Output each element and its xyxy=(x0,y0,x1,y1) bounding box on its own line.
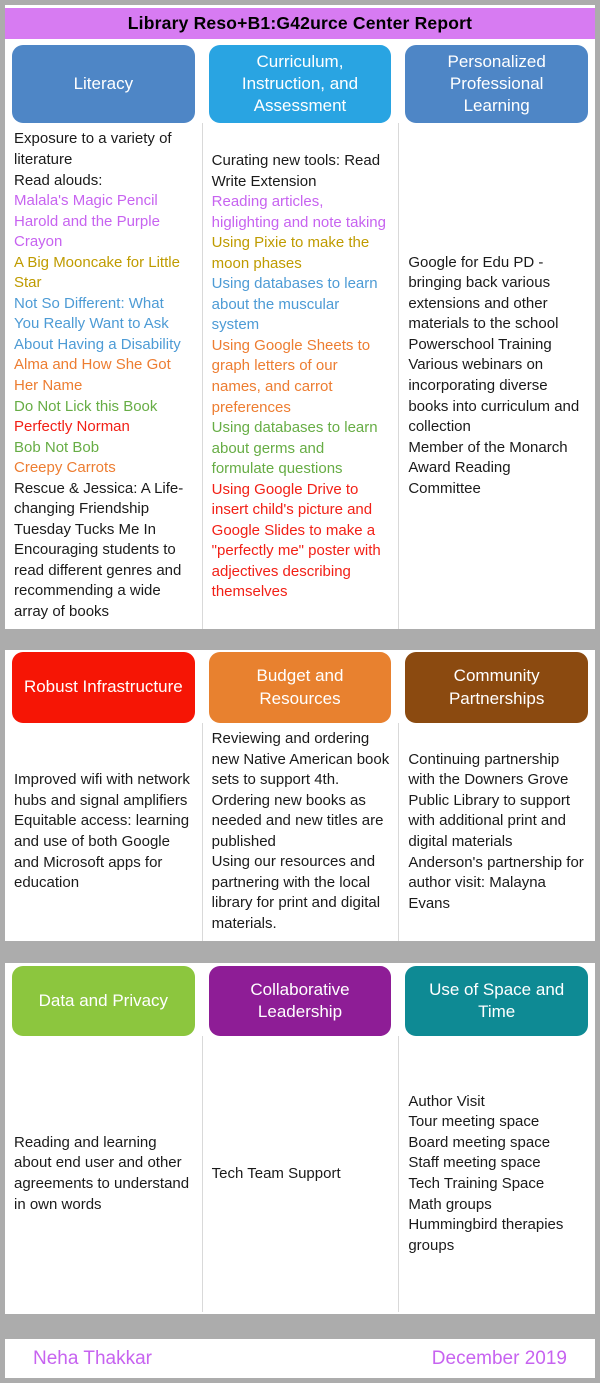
author-name: Neha Thakkar xyxy=(33,1347,152,1369)
section-1-headers xyxy=(5,45,595,123)
header-robust-infrastructure: Robust Infrastructure xyxy=(12,652,195,723)
text-line: Malala's Magic Pencil xyxy=(14,192,158,210)
header-curriculum-instruction-assessment: Curriculum, Instruction, and Assessment xyxy=(209,45,392,123)
cell-curriculum xyxy=(202,123,399,629)
text-line: Hummingbird therapies groups xyxy=(408,1216,564,1254)
text-line: Tech Training Space xyxy=(408,1175,545,1192)
report-title: Library Reso+B1:G42urce Center Report xyxy=(5,8,595,39)
text-line: Tour meeting space xyxy=(408,1113,540,1131)
header-personalized-professional-learning: Personalized Professional Learning xyxy=(405,45,588,123)
header-collaborative-leadership: Collaborative Leadership xyxy=(209,966,392,1036)
text-line: Improved wifi with network hubs and signal amplifiers xyxy=(14,771,190,809)
cell-budget-resources xyxy=(202,723,399,941)
section-divider xyxy=(5,1314,595,1339)
text-line: Member of the Monarch Award Reading Committee xyxy=(408,438,568,497)
text-line: Various webinars on incorporating diverse books into curriculum and collection xyxy=(408,356,580,436)
text-line: Curating new tools: Read Write Extension xyxy=(211,152,381,190)
text-line: Not So Different: What You Really Want to Ask About Having a Disability xyxy=(14,294,181,353)
text-line: Board meeting space xyxy=(408,1133,551,1151)
header-community-partnerships: Community Partnerships xyxy=(405,652,588,723)
text-line: Exposure to a variety of literature xyxy=(14,130,172,168)
text-line: Author Visit xyxy=(408,1092,485,1110)
text-line: Harold and the Purple Crayon xyxy=(14,212,160,251)
text-line: Staff meeting space xyxy=(408,1154,541,1172)
text-line: Using Google Sheets to graph letters of our names, and carrot preferences xyxy=(211,336,371,416)
text-line: Math groups xyxy=(408,1195,492,1213)
header-use-of-space-time: Use of Space and Time xyxy=(405,966,588,1036)
cell-community-partnerships xyxy=(398,723,595,941)
text-line: Powerschool Training xyxy=(408,335,552,353)
text-line: Reviewing and ordering new Native American book sets to support 4th. xyxy=(211,730,390,789)
text-line: Anderson's partnership for author visit: Malayna Evans xyxy=(408,853,584,912)
text-line: Using databases to learn about the muscular system xyxy=(211,275,378,334)
text-line: Equitable access: learning and use of both Google and Microsoft apps for education xyxy=(14,812,190,892)
text-line: Creepy Carrots xyxy=(14,459,116,477)
text-line: Do Not Lick this Book xyxy=(14,397,158,415)
text-line: Ordering new books as needed and new titles are published xyxy=(211,791,384,850)
cell-robust-infrastructure xyxy=(5,723,202,941)
header-budget-resources: Budget and Resources xyxy=(209,652,392,723)
text-line: Tuesday Tucks Me In xyxy=(14,520,157,538)
text-line: A Big Mooncake for Little Star xyxy=(14,253,180,292)
section-2-headers xyxy=(5,652,595,723)
text-line: Using databases to learn about germs and formulate questions xyxy=(211,419,378,478)
cell-collaborative-leadership xyxy=(202,1036,399,1312)
cell-literacy xyxy=(5,123,202,629)
cell-data-privacy xyxy=(5,1036,202,1312)
text-line: Perfectly Norman xyxy=(14,418,130,436)
report-date: December 2019 xyxy=(431,1347,567,1369)
text-line: Using Pixie to make the moon phases xyxy=(211,234,370,272)
report-footer xyxy=(5,1339,595,1378)
section-divider xyxy=(5,941,595,963)
text-line: Rescue & Jessica: A Life-changing Friendship xyxy=(14,479,184,518)
section-divider xyxy=(5,629,595,650)
text-line: Google for Edu PD - bringing back various extensions and other materials to the school xyxy=(408,253,559,333)
header-literacy: Literacy xyxy=(12,45,195,123)
text-line: Using Google Drive to insert child's picture and Google Slides to make a "perfectly me" poster with adjectives describing themselves xyxy=(211,480,381,601)
text-line: Encouraging students to read different genres and recommending a wide array of books xyxy=(14,541,182,621)
section-3-headers xyxy=(5,966,595,1036)
header-data-privacy: Data and Privacy xyxy=(12,966,195,1036)
text-line: Continuing partnership with the Downers Grove Public Library to support with additional print and digital materials xyxy=(408,750,571,850)
section-3-content xyxy=(5,1036,595,1312)
text-line: Bob Not Bob xyxy=(14,438,100,456)
text-line: Using our resources and partnering with the local library for print and digital materials. xyxy=(211,853,381,932)
text-line: Tech Team Support xyxy=(211,1164,341,1182)
text-line: Alma and How She Got Her Name xyxy=(14,356,171,394)
text-line: Reading articles, higlighting and note taking xyxy=(211,193,386,231)
cell-professional-learning xyxy=(398,123,595,629)
cell-use-of-space-time xyxy=(398,1036,595,1312)
section-1-content xyxy=(5,123,595,629)
text-line: Read alouds: xyxy=(14,171,103,189)
text-line: Reading and learning about end user and other agreements to understand in own words xyxy=(14,1133,190,1213)
section-2-content xyxy=(5,723,595,941)
